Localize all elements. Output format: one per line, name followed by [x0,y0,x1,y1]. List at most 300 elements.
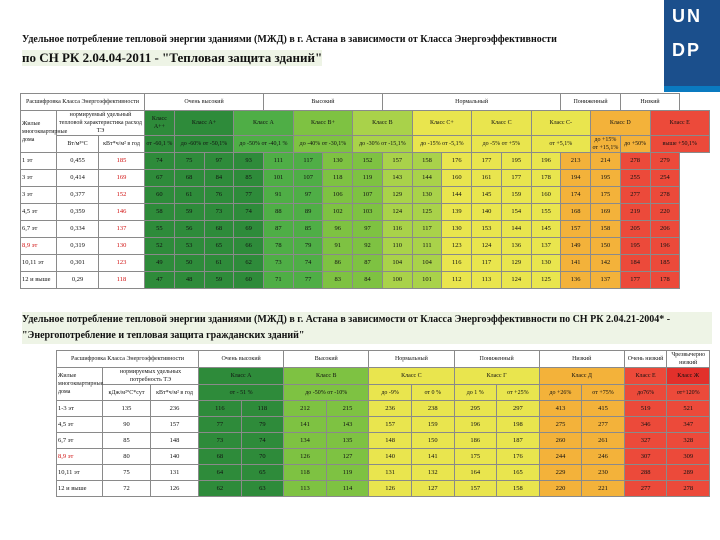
cell-value: 154 [501,204,531,221]
cell-value: 68 [174,170,204,187]
cell-value: 169 [591,204,621,221]
cell-value: 141 [411,449,454,465]
cell-value: 143 [382,170,412,187]
cell-value: 83 [323,272,353,289]
table-row [21,272,710,289]
cell-value: 347 [667,417,710,433]
table-sn-2004 [56,350,710,497]
cell-value: 157 [561,221,591,238]
cell-value: 125 [412,204,442,221]
table-row [21,255,710,272]
cell-energy-use: 130 [99,238,145,255]
cell-value: 79 [241,417,284,433]
cell-energy-use: 185 [99,153,145,170]
row-label: 3 эт [21,187,57,204]
cell-value: 68 [204,221,234,238]
title-line-1: Удельное потребление тепловой энергии зданиями (МЖД) в г. Астана в зависимости от Класса Энергоэффективности [22,34,557,45]
cell-value: 126 [284,449,327,465]
hdr2-very-low: Очень низкий [624,351,667,368]
cell-value: 87 [353,255,383,272]
hdr-cls-c: Класс С [472,111,531,136]
cell-value: 118 [241,401,284,417]
row-label: 1-3 эт [57,401,103,417]
hdr-normal: Нормальный [382,94,560,111]
cell-value: 413 [539,401,582,417]
cell-value: 87 [263,221,293,238]
cell-value: 157 [454,481,497,497]
hdr2-pct-7: до +26% [539,385,582,401]
cell-value: 157 [369,417,412,433]
cell-value: 187 [497,433,540,449]
cell-value: 297 [497,401,540,417]
cell-value: 48 [174,272,204,289]
cell-value: 77 [234,187,264,204]
cell-value: 194 [561,170,591,187]
cell-value: 195 [620,238,650,255]
hdr-range-1: от -60,1 % [145,136,175,153]
hdr-range-2: до -60% от -50,1% [174,136,233,153]
cell-value: 278 [650,187,680,204]
hdr2-cls-g: Класс Г [454,368,539,385]
cell-value: 123 [442,238,472,255]
hdr-cls-d: Класс D [591,111,650,136]
cell-value: 521 [667,401,710,417]
hdr-cls-cplus: Класс С+ [412,111,471,136]
cell-value: 244 [539,449,582,465]
cell-value: 92 [353,238,383,255]
cell-value: 91 [263,187,293,204]
cell-value: 97 [204,153,234,170]
hdr-unit1: Вт/м³°С [57,136,99,153]
cell-value: 131 [369,465,412,481]
cell-value: 145 [531,221,561,238]
logo-line-1: UN [672,6,702,26]
cell-value: 134 [284,433,327,449]
hdr-range-7: до -5% от +5% [472,136,531,153]
cell-value: 127 [326,449,369,465]
table-row [57,449,710,465]
hdr-cls-bplus: Класс В+ [293,111,352,136]
cell-value: 65 [204,238,234,255]
cell-value: 277 [582,417,625,433]
cell-value: 149 [561,238,591,255]
cell-value: 103 [353,204,383,221]
cell-kwh: 236 [151,401,199,417]
cell-value: 67 [145,170,175,187]
hdr-range-8: от +5,1% [531,136,590,153]
cell-value: 238 [411,401,454,417]
cell-value: 144 [501,221,531,238]
cell-kj: 135 [103,401,151,417]
cell-value: 219 [620,204,650,221]
cell-value: 176 [497,449,540,465]
cell-energy-use: 146 [99,204,145,221]
cell-value: 104 [382,255,412,272]
cell-value: 135 [326,433,369,449]
cell-value: 86 [323,255,353,272]
cell-kj: 85 [103,433,151,449]
cell-value: 140 [369,449,412,465]
cell-value: 63 [241,481,284,497]
cell-value: 116 [382,221,412,238]
cell-value: 168 [561,204,591,221]
cell-value: 307 [624,449,667,465]
hdr2-pct-10: от+120% [667,385,710,401]
cell-value: 127 [411,481,454,497]
cell-value: 74 [145,153,175,170]
cell-value: 89 [293,204,323,221]
row-label: 12 и выше [21,272,57,289]
cell-value: 278 [620,153,650,170]
cell-kj: 80 [103,449,151,465]
cell-value: 174 [561,187,591,204]
cell-value: 97 [293,187,323,204]
row-label: 3 эт [21,170,57,187]
cell-value: 278 [667,481,710,497]
cell-value: 52 [145,238,175,255]
hdr-low: Низкий [620,94,679,111]
cell-value: 50 [174,255,204,272]
cell-value: 74 [293,255,323,272]
cell-value: 74 [234,204,264,221]
cell-value: 124 [472,238,502,255]
cell-value: 125 [531,272,561,289]
cell-heat-char: 0,359 [57,204,99,221]
cell-value: 275 [539,417,582,433]
cell-energy-use: 152 [99,187,145,204]
cell-energy-use: 118 [99,272,145,289]
cell-value: 84 [353,272,383,289]
row-label: 8,9 эт [57,449,103,465]
cell-energy-use: 123 [99,255,145,272]
row-label: 6,7 эт [57,433,103,449]
cell-value: 150 [411,433,454,449]
cell-value: 415 [582,401,625,417]
hdr-range-5: до -30% от -15,1% [353,136,412,153]
hdr-norm: нормируемый удельный тепловой характеристика расход ТЭ [57,111,145,136]
table-row [21,170,710,187]
cell-value: 137 [531,238,561,255]
cell-value: 212 [284,401,327,417]
cell-value: 196 [531,153,561,170]
cell-value: 153 [472,221,502,238]
cell-heat-char: 0,377 [57,187,99,204]
hdr-decode: Расшифровка Класса Энергоэффективности [21,94,145,111]
cell-value: 155 [531,204,561,221]
cell-value: 116 [199,401,242,417]
logo-stripe [664,86,720,92]
table-row [57,417,710,433]
cell-value: 288 [624,465,667,481]
table-row [21,221,710,238]
cell-value: 165 [497,465,540,481]
cell-value: 124 [501,272,531,289]
cell-value: 111 [412,238,442,255]
cell-value: 65 [241,465,284,481]
cell-value: 236 [369,401,412,417]
row-label: 6,7 эт [21,221,57,238]
hdr2-building: Жилые многоквартирные дома [57,368,103,401]
cell-value: 160 [442,170,472,187]
cell-value: 206 [650,221,680,238]
cell-kwh: 140 [151,449,199,465]
cell-value: 136 [561,272,591,289]
cell-value: 205 [620,221,650,238]
cell-value: 196 [650,238,680,255]
hdr-reduced: Пониженный [561,94,620,111]
cell-value: 519 [624,401,667,417]
cell-value: 110 [382,238,412,255]
cell-value: 70 [241,449,284,465]
hdr-range-3: до -50% от -40,1 % [234,136,293,153]
hdr-high: Высокий [263,94,382,111]
cell-value: 60 [145,187,175,204]
cell-value: 186 [454,433,497,449]
cell-value: 178 [531,170,561,187]
cell-value: 150 [591,238,621,255]
cell-value: 96 [323,221,353,238]
table-row [21,187,710,204]
hdr2-extra-low: Чрезвычерно низкий [667,351,710,368]
hdr2-cls-b: Класс В [284,368,369,385]
hdr2-pct-1: от - 51 % [199,385,284,401]
cell-value: 229 [539,465,582,481]
hdr-range-9: до +15% от +15,1% [592,137,619,151]
cell-value: 101 [412,272,442,289]
row-label: 10,11 эт [21,255,57,272]
hdr-cls-a: Класс А [234,111,293,136]
table-row [57,433,710,449]
cell-value: 144 [442,187,472,204]
cell-value: 69 [234,221,264,238]
cell-value: 91 [323,238,353,255]
cell-value: 77 [199,417,242,433]
row-label: 4,5 эт [21,204,57,221]
cell-value: 78 [263,238,293,255]
hdr-cls-cminus: Класс С- [531,111,590,136]
cell-value: 73 [263,255,293,272]
cell-value: 118 [284,465,327,481]
hdr-range-4: до -40% от -30,1% [293,136,352,153]
hdr-cls-aplus: Класс А+ [174,111,233,136]
hdr2-pct-4: от 0 % [411,385,454,401]
cell-value: 114 [326,481,369,497]
hdr2-pct-9: до76% [624,385,667,401]
row-label: 4,5 эт [57,417,103,433]
logo-line-2: DP [672,40,702,60]
cell-value: 220 [650,204,680,221]
cell-value: 195 [591,170,621,187]
cell-value: 145 [472,187,502,204]
cell-value: 142 [591,255,621,272]
hdr2-very-high: Очень высокий [199,351,284,368]
hdr-cls-b: Класс В [353,111,412,136]
hdr2-reduced: Пониженный [454,351,539,368]
hdr-very-high: Очень высокий [145,94,264,111]
cell-heat-char: 0,455 [57,153,99,170]
row-label: 1 эт [21,153,57,170]
cell-value: 107 [293,170,323,187]
cell-value: 175 [591,187,621,204]
hdr-range-10: до +50% [620,136,650,153]
cell-value: 73 [199,433,242,449]
cell-value: 119 [326,465,369,481]
hdr2-cls-a: Класс А [199,368,284,385]
cell-value: 185 [650,255,680,272]
table-row [57,481,710,497]
hdr2-pct-5: до 1 % [454,385,497,401]
cell-value: 117 [412,221,442,238]
cell-value: 73 [204,204,234,221]
row-label: 12 и выше [57,481,103,497]
cell-value: 261 [582,433,625,449]
cell-value: 130 [323,153,353,170]
hdr-cls-aplusplus: Класс А++ [145,111,175,136]
cell-heat-char: 0,319 [57,238,99,255]
cell-value: 74 [241,433,284,449]
cell-value: 158 [412,153,442,170]
table-row [57,401,710,417]
cell-value: 79 [293,238,323,255]
hdr2-cls-zh: Класс Ж [667,368,710,385]
cell-value: 137 [591,272,621,289]
cell-energy-use: 137 [99,221,145,238]
cell-value: 158 [497,481,540,497]
cell-value: 58 [145,204,175,221]
cell-heat-char: 0,334 [57,221,99,238]
table-sn-2011 [20,93,710,289]
cell-value: 129 [382,187,412,204]
cell-value: 255 [620,170,650,187]
cell-value: 148 [369,433,412,449]
cell-value: 59 [174,204,204,221]
cell-kwh: 148 [151,433,199,449]
cell-value: 85 [293,221,323,238]
cell-value: 254 [650,170,680,187]
cell-value: 88 [263,204,293,221]
cell-value: 53 [174,238,204,255]
hdr-building: Жилые многоквартирные дома [21,111,57,153]
cell-kwh: 131 [151,465,199,481]
cell-value: 177 [501,170,531,187]
cell-value: 47 [145,272,175,289]
cell-value: 106 [323,187,353,204]
cell-value: 175 [454,449,497,465]
hdr2-unit1: кДж/м²°С*сут [103,385,151,401]
cell-value: 158 [591,221,621,238]
cell-value: 118 [323,170,353,187]
cell-value: 130 [442,221,472,238]
cell-value: 177 [472,153,502,170]
cell-value: 246 [582,449,625,465]
cell-value: 198 [497,417,540,433]
cell-value: 221 [582,481,625,497]
cell-heat-char: 0,29 [57,272,99,289]
cell-value: 141 [561,255,591,272]
cell-value: 152 [353,153,383,170]
cell-value: 62 [199,481,242,497]
title-line-2: по СН РК 2.04.04-2011 - "Тепловая защита зданий" [22,50,323,65]
cell-value: 220 [539,481,582,497]
cell-value: 164 [454,465,497,481]
hdr2-pct-2: до -50% от -10% [284,385,369,401]
cell-value: 130 [412,187,442,204]
hdr2-decode: Расшифровка Класса Энергоэффективности [57,351,199,368]
cell-value: 136 [501,238,531,255]
cell-value: 68 [199,449,242,465]
hdr2-high: Высокий [284,351,369,368]
cell-value: 132 [411,465,454,481]
cell-value: 159 [501,187,531,204]
cell-value: 77 [293,272,323,289]
cell-value: 61 [174,187,204,204]
hdr2-cls-e: Класс Е [624,368,667,385]
cell-value: 84 [204,170,234,187]
cell-value: 126 [369,481,412,497]
cell-value: 60 [234,272,264,289]
table-row [21,204,710,221]
cell-kwh: 157 [151,417,199,433]
cell-value: 112 [442,272,472,289]
cell-value: 143 [326,417,369,433]
cell-heat-char: 0,414 [57,170,99,187]
cell-value: 309 [667,449,710,465]
cell-value: 100 [382,272,412,289]
cell-value: 62 [234,255,264,272]
cell-value: 113 [472,272,502,289]
cell-value: 117 [472,255,502,272]
title-line-3: Удельное потребление тепловой энергии зданиями (МЖД) в г. Астана в зависимости от Класса Энергоэффективности по СН РК 2.04.21-2004* - "Энергопотребление и тепловая защита гражданских зданий" [22,312,712,344]
hdr-range-6: до -15% от -5,1% [412,136,471,153]
cell-value: 117 [293,153,323,170]
cell-value: 346 [624,417,667,433]
hdr2-cls-c: Класс С [369,368,454,385]
cell-value: 289 [667,465,710,481]
cell-value: 130 [531,255,561,272]
hdr2-unit2: кВт*ч/м² в год [151,385,199,401]
cell-value: 213 [561,153,591,170]
cell-value: 93 [234,153,264,170]
cell-value: 75 [174,153,204,170]
cell-value: 113 [284,481,327,497]
row-label: 8,9 эт [21,238,57,255]
cell-value: 141 [284,417,327,433]
cell-kj: 75 [103,465,151,481]
cell-value: 102 [323,204,353,221]
cell-value: 59 [204,272,234,289]
cell-value: 124 [382,204,412,221]
hdr2-norm: нормируемых удельных потребность ТЭ [103,368,199,385]
cell-value: 116 [442,255,472,272]
cell-value: 97 [353,221,383,238]
row-label: 10,11 эт [57,465,103,481]
cell-kj: 72 [103,481,151,497]
cell-value: 140 [472,204,502,221]
cell-value: 159 [411,417,454,433]
cell-value: 214 [591,153,621,170]
cell-value: 157 [382,153,412,170]
hdr2-pct-6: от +25% [497,385,540,401]
cell-value: 215 [326,401,369,417]
cell-value: 111 [263,153,293,170]
cell-value: 196 [454,417,497,433]
cell-value: 66 [234,238,264,255]
cell-value: 71 [263,272,293,289]
cell-value: 260 [539,433,582,449]
hdr2-low: Низкий [539,351,624,368]
cell-value: 277 [620,187,650,204]
cell-kj: 90 [103,417,151,433]
